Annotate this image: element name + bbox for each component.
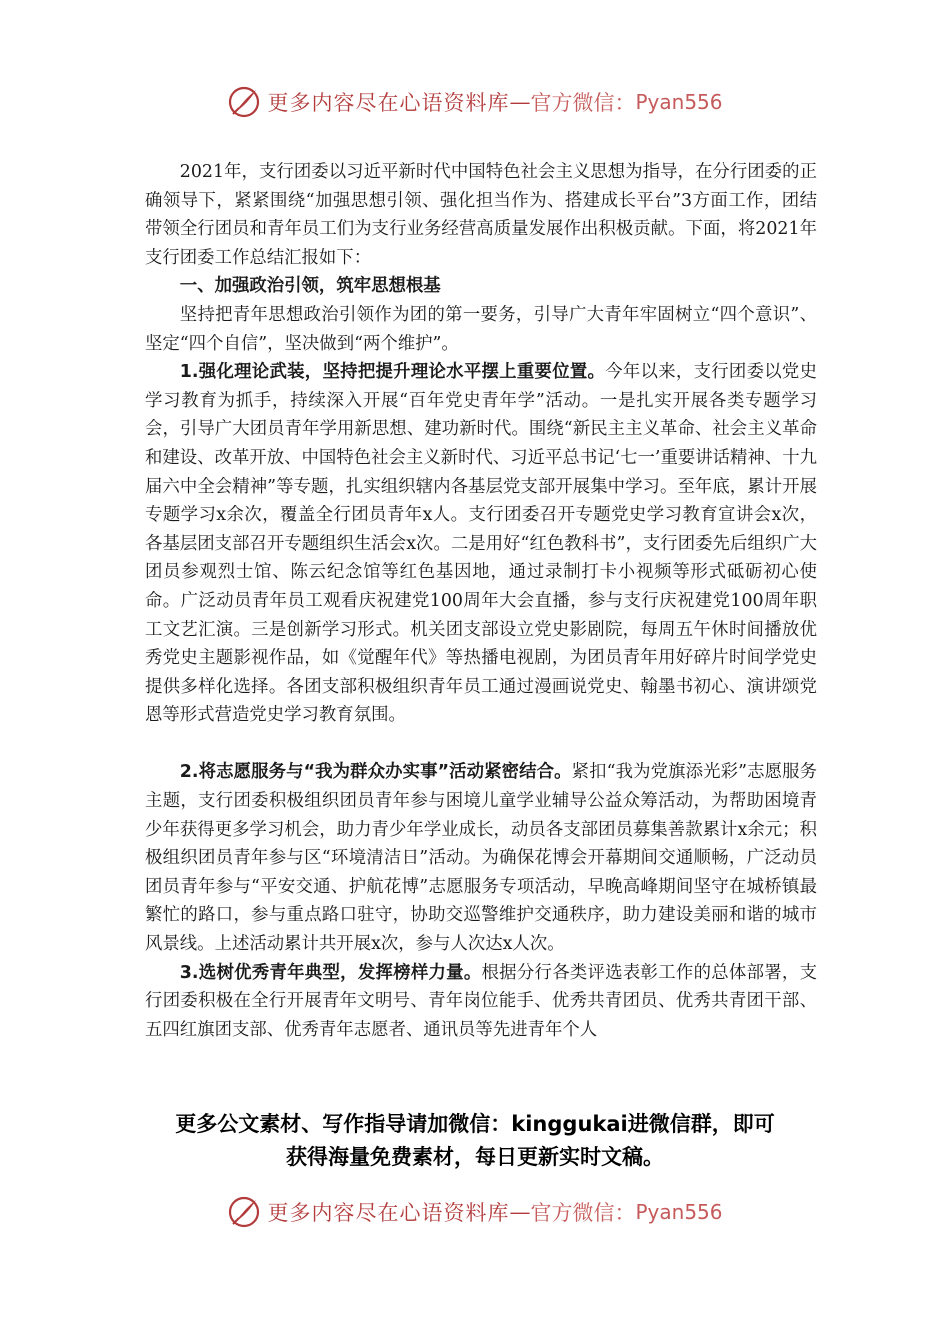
- banner-brand-text: 更多内容尽在心语资料库: [267, 1201, 510, 1225]
- feather-logo-icon: [227, 85, 261, 119]
- header-banner: [0, 80, 950, 124]
- banner-wechat-label: 官方微信：: [530, 1201, 636, 1225]
- banner-dash: —: [509, 90, 531, 114]
- item-1-paragraph: [145, 358, 817, 730]
- banner-dash: —: [509, 1200, 531, 1224]
- item-3-text: 根据分行各类评选表彰工作的总体部署，支行团委积极在全行开展青年文明号、青年岗位能手、优秀共青团员、优秀共青团干部、五四红旗团支部、优秀青年志愿者、通讯员等先进青年个人: [145, 962, 817, 1040]
- item-2-text: 紧扣“我为党旗添光彩”志愿服务主题，支行团委积极组织团员青年参与困境儿童学业辅导公益众筹活动，为帮助困境青少年获得更多学习机会，助力青少年学业成长，动员各支部团员募集善款累计x余元；积极组织团员青年参与区“环境清洁日”活动。为确保花博会开幕期间交通顺畅，广泛动员团员青年参与“平安交通、护航花博”志愿服务专项活动，早晚高峰期间坚守在城桥镇最繁忙的路口，参与重点路口驻守，协助交巡警维护交通秩序，助力建设美丽和谐的城市风景线。上述活动累计共开展x次，参与人次达x人次。: [145, 762, 817, 955]
- promo-line-2: 获得海量免费素材，每日更新实时文稿。: [286, 1145, 664, 1169]
- footer-banner: [0, 1190, 950, 1234]
- banner-brand-text: 更多内容尽在心语资料库: [267, 91, 510, 115]
- item-3-title: 3.选树优秀青年典型，发挥榜样力量。: [179, 962, 482, 983]
- item-1-title: 1.强化理论武装，坚持把提升理论水平摆上重要位置。: [179, 362, 606, 383]
- banner-wechat-label: 官方微信：: [530, 91, 636, 115]
- promo-line-1: 更多公文素材、写作指导请加微信：kinggukai进微信群，即可: [175, 1112, 775, 1136]
- item-1-text: 今年以来，支行团委以党史学习教育为抓手，持续深入开展“百年党史青年学”活动。一是扎实开展各类专题学习会，引导广大团员青年学用新思想、建功新时代。围绕“新民主主义革命、社会主义革命和建设、改革开放、中国特色社会主义新时代、习近平总书记‘七一’重要讲话精神、十九届六中全会精神”等专题，扎实组织辖内各基层党支部开展集中学习。至年底，累计开展专题学习x余次，覆盖全行团员青年x人。支行团委召开专题党史学习教育宣讲会x次，各基层团支部召开专题组织生活会x次。二是用好“红色教科书”，支行团委先后组织广大团员参观烈士馆、陈云纪念馆等红色基因地，通过录制打卡小视频等形式砥砺初心使命。广泛动员青年员工观看庆祝建党100周年大会直播，参与支行庆祝建党100周年职工文艺汇演。三是创新学习形式。机关团支部设立党史影剧院，每周五午休时间播放优秀党史主题影视作品，如《觉醒年代》等热播电视剧，为团员青年用好碎片时间学党史提供多样化选择。各团支部积极组织青年员工通过漫画说党史、翰墨书初心、演讲颂党恩等形式营造党史学习教育氛围。: [145, 362, 817, 726]
- item-2-title: 2.将志愿服务与“我为群众办实事”活动紧密结合。: [179, 762, 572, 783]
- banner-wechat-id: Pyan556: [635, 1200, 723, 1224]
- document-body: [145, 158, 817, 1044]
- banner-wechat-id: Pyan556: [635, 90, 723, 114]
- section-1-intro: 坚持把青年思想政治引领作为团的第一要务，引导广大青年牢固树立“四个意识”、坚定“四个自信”，坚决做到“两个维护”。: [145, 304, 817, 354]
- item-3-paragraph: [145, 959, 817, 1045]
- section-heading-1: 一、加强政治引领，筑牢思想根基: [179, 276, 441, 297]
- item-2-paragraph: [145, 758, 817, 958]
- promo-notice: [0, 1108, 950, 1174]
- feather-logo-icon: [227, 1195, 261, 1229]
- intro-paragraph: 2021年，支行团委以习近平新时代中国特色社会主义思想为指导，在分行团委的正确领导下，紧紧围绕“加强思想引领、强化担当作为、搭建成长平台”3方面工作，团结带领全行团员和青年员工们为支行业务经营高质量发展作出积极贡献。下面，将2021年支行团委工作总结汇报如下：: [145, 162, 817, 268]
